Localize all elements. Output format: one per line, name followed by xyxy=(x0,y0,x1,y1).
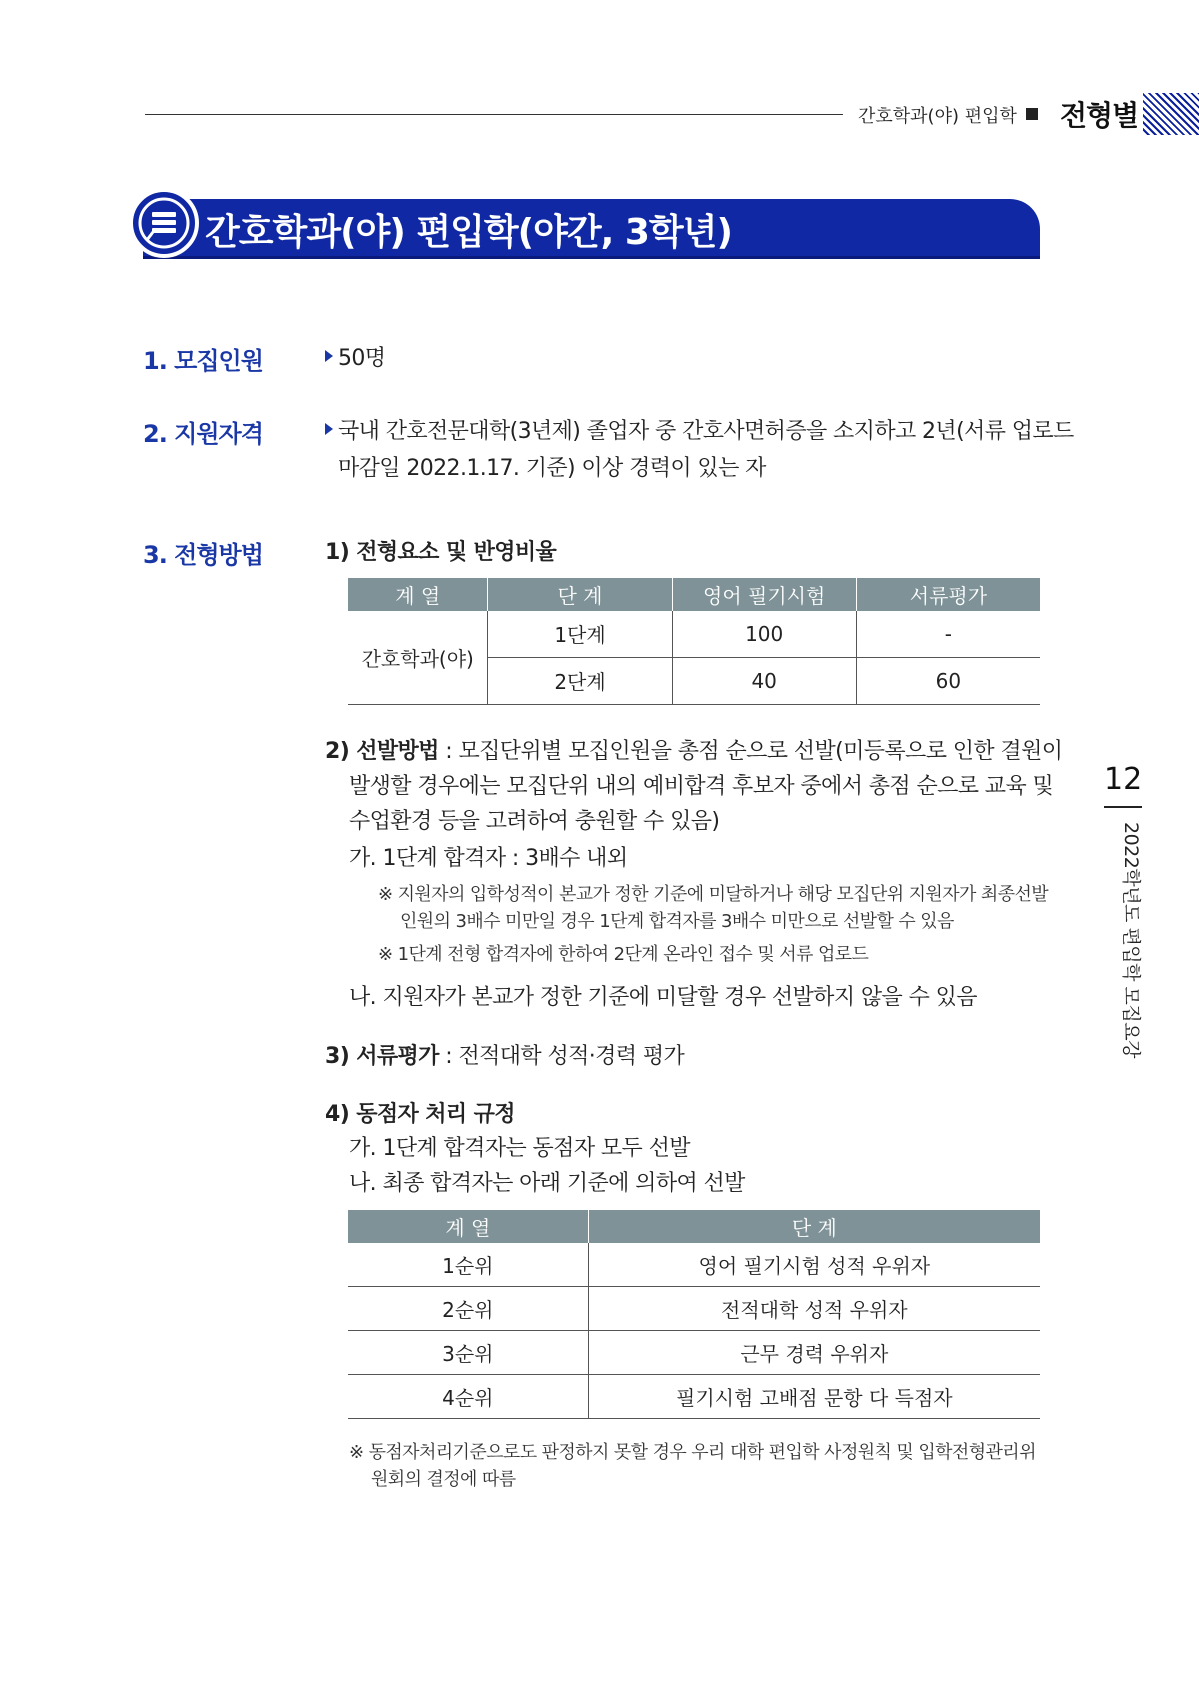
rank-cell: 2순위 xyxy=(348,1286,588,1330)
stage-cell: 2단계 xyxy=(488,657,672,704)
note-2: ※ 1단계 전형 합격자에 한하여 2단계 온라인 접수 및 서류 업로드 xyxy=(378,944,869,965)
rank-cell: 1순위 xyxy=(348,1243,588,1286)
criterion-cell: 필기시험 고배점 문항 다 득점자 xyxy=(588,1374,1040,1418)
tie-rule-na: 나. 최종 합격자는 아래 기준에 의하여 선발 xyxy=(349,1171,745,1196)
table-row xyxy=(348,1330,1040,1374)
rank-cell: 3순위 xyxy=(348,1330,588,1374)
header-subtitle: 간호학과(야) 편입학 xyxy=(858,106,1017,127)
column-header: 계 열 xyxy=(348,578,488,611)
column-header: 영어 필기시험 xyxy=(672,578,856,611)
table-row xyxy=(348,1243,1040,1286)
subsection-1-heading: 1) 전형요소 및 반영비율 xyxy=(325,540,557,565)
header-square-icon xyxy=(1026,108,1038,120)
eligibility-line-2: 마감일 2022.1.17. 기준) 이상 경력이 있는 자 xyxy=(338,456,766,481)
tie-rule-ga: 가. 1단계 합격자는 동점자 모두 선발 xyxy=(349,1136,690,1161)
page-title: 간호학과(야) 편입학(야간, 3학년) xyxy=(205,212,732,253)
section-heading-3: 3. 전형방법 xyxy=(143,541,263,569)
column-header: 단 계 xyxy=(588,1210,1040,1243)
table-row xyxy=(348,1374,1040,1418)
note-1-line-2: 인원의 3배수 미만일 경우 1단계 합격자를 3배수 미만으로 선발할 수 있음 xyxy=(400,911,954,932)
triangle-bullet-icon xyxy=(325,423,333,435)
stage1-passers-text: 가. 1단계 합격자 : 3배수 내외 xyxy=(349,846,628,871)
selection-method-line-2: 발생할 경우에는 모집단위 내의 예비합격 후보자 중에서 총점 순으로 교육 및 xyxy=(349,774,1054,799)
column-header: 단 계 xyxy=(488,578,672,611)
subsection-3-heading: 3) 서류평가 xyxy=(325,1044,439,1069)
criterion-cell: 전적대학 성적 우위자 xyxy=(588,1286,1040,1330)
criterion-cell: 근무 경력 우위자 xyxy=(588,1330,1040,1374)
triangle-bullet-icon xyxy=(325,350,333,362)
document-evaluation-line xyxy=(325,1039,684,1070)
rank-cell: 4순위 xyxy=(348,1374,588,1418)
table-header-row xyxy=(348,578,1040,611)
docs-score-cell: 60 xyxy=(856,657,1040,704)
column-header: 서류평가 xyxy=(856,578,1040,611)
title-banner-underline xyxy=(143,256,1040,259)
table-row xyxy=(348,1286,1040,1330)
criterion-cell: 영어 필기시험 성적 우위자 xyxy=(588,1243,1040,1286)
dept-cell: 간호학과(야) xyxy=(348,611,488,704)
english-score-cell: 40 xyxy=(672,657,856,704)
selection-method-line-1 xyxy=(325,734,1062,765)
header-hatch-decoration xyxy=(1143,93,1199,135)
header-rule xyxy=(145,114,843,115)
column-header: 계 열 xyxy=(348,1210,588,1243)
english-score-cell: 100 xyxy=(672,611,856,657)
header-title: 전형별 xyxy=(1060,99,1139,132)
selection-ratio-table xyxy=(348,578,1040,705)
recruit-count: 50명 xyxy=(338,346,386,371)
selection-method-text: : 모집단위별 모집인원을 총점 순으로 선발(미등록으로 인한 결원이 xyxy=(438,739,1063,764)
section-heading-1: 1. 모집인원 xyxy=(143,347,263,375)
note-1-line-1: ※ 지원자의 입학성적이 본교가 정한 기준에 미달하거나 해당 모집단위 지원자가 최종선발 xyxy=(378,884,1049,905)
selection-method-line-3: 수업환경 등을 고려하여 충원할 수 있음) xyxy=(349,809,720,834)
section-heading-2: 2. 지원자격 xyxy=(143,420,263,448)
docs-score-cell: - xyxy=(856,611,1040,657)
eligibility-line-1: 국내 간호전문대학(3년제) 졸업자 중 간호사면허증을 소지하고 2년(서류 업로드 xyxy=(338,419,1074,444)
table-row xyxy=(348,611,1040,657)
not-selected-text: 나. 지원자가 본교가 정한 기준에 미달할 경우 선발하지 않을 수 있음 xyxy=(349,985,977,1010)
tie-note-line-2: 원회의 결정에 따름 xyxy=(371,1469,516,1490)
subsection-4-heading: 4) 동점자 처리 규정 xyxy=(325,1102,515,1127)
tie-note-line-1: ※ 동점자처리기준으로도 판정하지 못할 경우 우리 대학 편입학 사정원칙 및 입학전형관리위 xyxy=(349,1442,1036,1463)
page-number: 12 xyxy=(1104,762,1143,797)
tie-break-table xyxy=(348,1210,1040,1419)
document-evaluation-text: : 전적대학 성적·경력 평가 xyxy=(438,1044,685,1069)
side-running-title: 2022학년도 편입학 모집요강 xyxy=(1120,822,1142,1058)
stage-cell: 1단계 xyxy=(488,611,672,657)
book-chat-icon xyxy=(129,188,199,258)
page-number-rule xyxy=(1104,806,1142,808)
table-header-row xyxy=(348,1210,1040,1243)
subsection-2-heading: 2) 선발방법 xyxy=(325,739,439,764)
